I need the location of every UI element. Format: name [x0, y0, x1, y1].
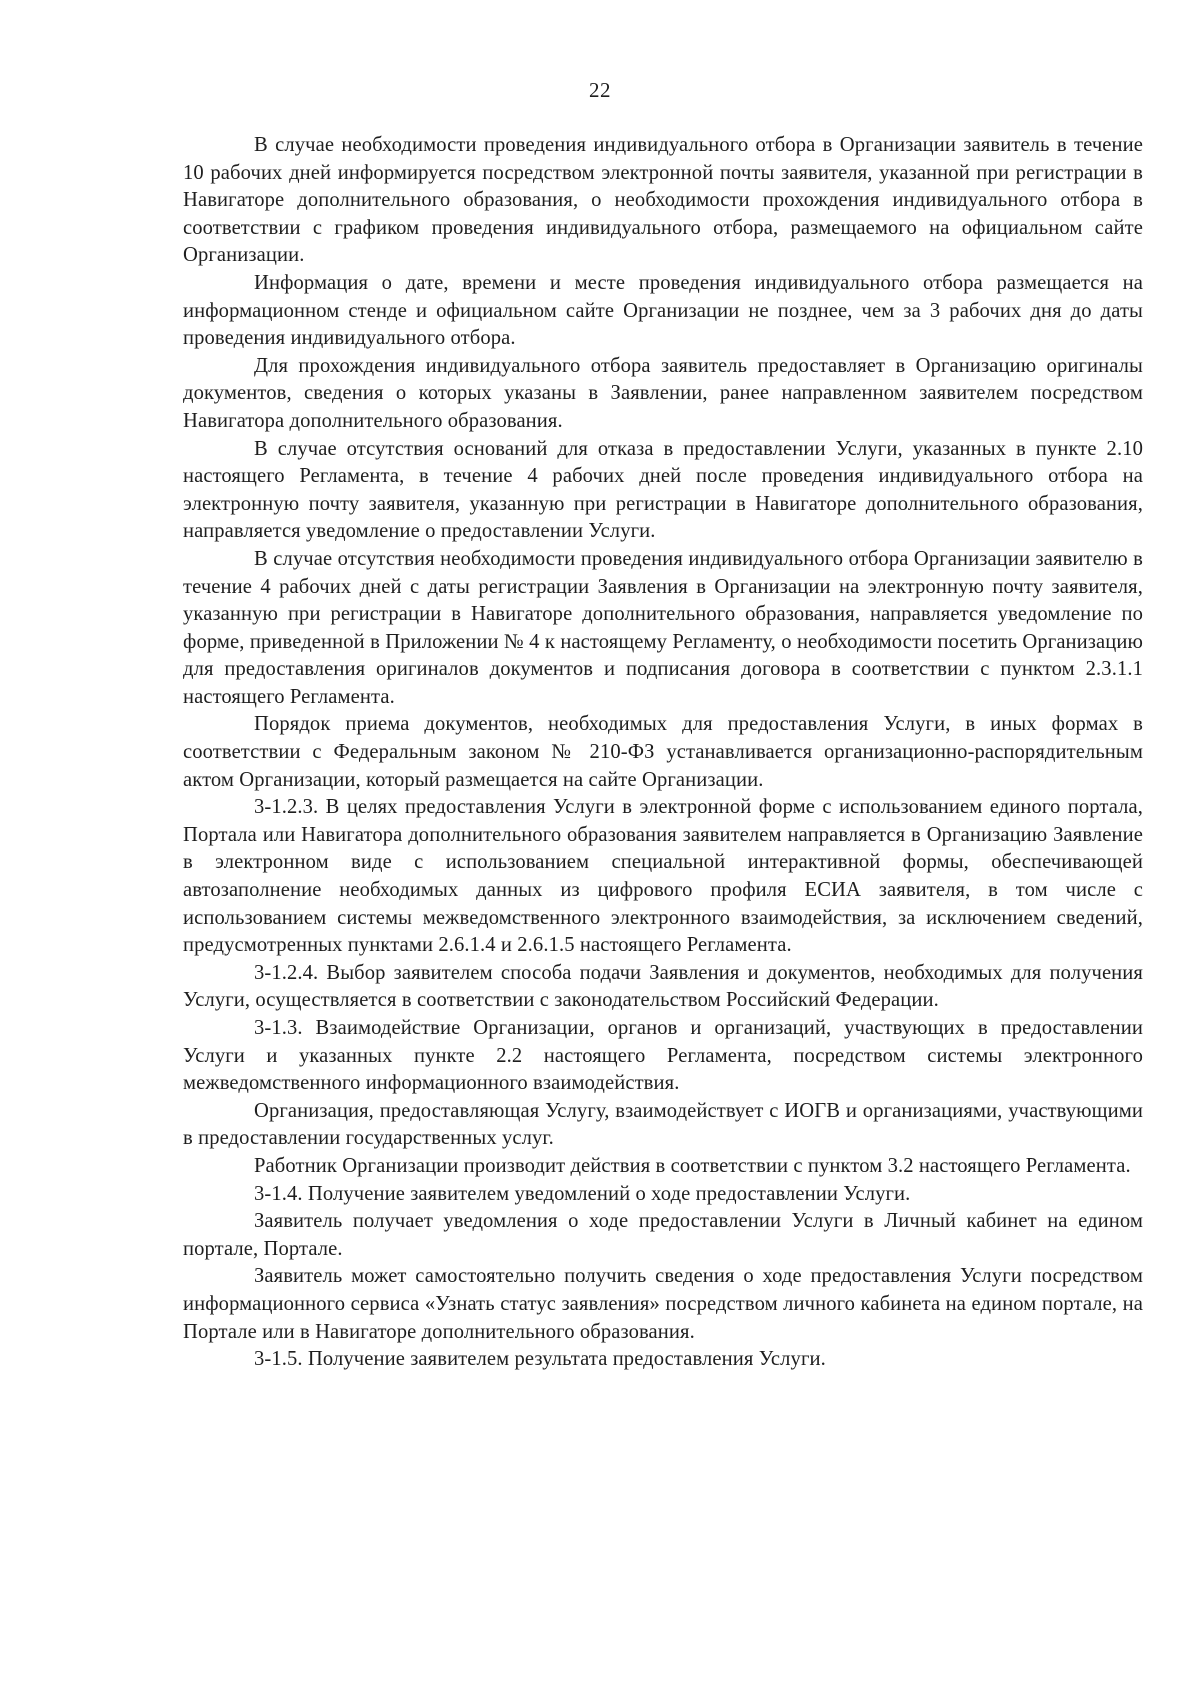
- paragraph-no-selection-needed: В случае отсутствия необходимости проведения индивидуального отбора Организации заявителю в течение 4 рабочих дней с даты регистрации Заявления в Организации на электронную почту заявителя, указанную при регистрации в Навигаторе дополнительного образования, направляется уведомление по форме, приведенной в Приложении № 4 к настоящему Регламенту, о необходимости посетить Организацию для предоставления оригиналов документов и подписания договора в соответствии с пунктом 2.3.1.1 настоящего Регламента.: [183, 547, 1143, 708]
- paragraph-other-forms: Порядок приема документов, необходимых для предоставления Услуги, в иных формах в соответствии с Федеральным законом № 210-ФЗ устанавливается организационно-распорядительным актом Организации, который размещается на сайте Организации.: [183, 713, 1143, 791]
- paragraph-status-service: Заявитель может самостоятельно получить сведения о ходе предоставления Услуги посредством информационного сервиса «Узнать статус заявления» посредством личного кабинета на едином портале, на Портале или в Навигаторе дополнительного образования.: [183, 1265, 1143, 1343]
- paragraph-individual-selection: В случае необходимости проведения индивидуального отбора в Организации заявитель в течение 10 рабочих дней информируется посредством электронной почты заявителя, указанной при регистрации в Навигаторе дополнительного образования, о необходимости прохождения индивидуального отбора в соответствии с графиком проведения индивидуального отбора, размещаемого на официальном сайте Организации.: [183, 134, 1143, 267]
- paragraph-original-documents: Для прохождения индивидуального отбора заявитель предоставляет в Организацию оригиналы документов, сведения о которых указаны в Заявлении, ранее направленном заявителем посредством Навигатора дополнительного образования.: [183, 354, 1143, 432]
- paragraph-3-1-2-4: 3-1.2.4. Выбор заявителем способа подачи Заявления и документов, необходимых для получения Услуги, осуществляется в соответствии с законодательством Российский Федерации.: [183, 961, 1143, 1012]
- paragraph-3-1-3: 3-1.3. Взаимодействие Организации, органов и организаций, участвующих в предоставлении Услуги и указанных пункте 2.2 настоящего Регламента, посредством системы электронного межведомственного информационного взаимодействия.: [183, 1017, 1143, 1095]
- paragraph-3-1-4: 3-1.4. Получение заявителем уведомлений о ходе предоставлении Услуги.: [254, 1182, 911, 1205]
- paragraph-3-1-2-3: 3-1.2.3. В целях предоставления Услуги в электронной форме с использованием единого портала, Портала или Навигатора дополнительного образования заявителем направляется в Организацию Заявление в электронном виде с использованием специальной интерактивной формы, обеспечивающей автозаполнение необходимых данных из цифрового профиля ЕСИА заявителя, в том числе с использованием системы межведомственного электронного взаимодействия, за исключением сведений, предусмотренных пунктами 2.6.1.4 и 2.6.1.5 настоящего Регламента.: [183, 796, 1143, 957]
- paragraph-employee-actions: Работник Организации производит действия в соответствии с пунктом 3.2 настоящего Регламента.: [254, 1154, 1131, 1177]
- paragraph-no-refusal-grounds: В случае отсутствия оснований для отказа в предоставлении Услуги, указанных в пункте 2.10 настоящего Регламента, в течение 4 рабочих дней после проведения индивидуального отбора на электронную почту заявителя, указанную при регистрации в Навигаторе дополнительного образования, направляется уведомление о предоставлении Услуги.: [183, 437, 1143, 543]
- page-number: 22: [589, 78, 611, 102]
- paragraph-interaction-iogv: Организация, предоставляющая Услугу, взаимодействует с ИОГВ и организациями, участвующими в предоставлении государственных услуг.: [183, 1099, 1143, 1150]
- paragraph-3-1-5: 3-1.5. Получение заявителем результата предоставления Услуги.: [254, 1348, 826, 1371]
- paragraph-personal-account: Заявитель получает уведомления о ходе предоставлении Услуги в Личный кабинет на едином портале, Портале.: [183, 1210, 1143, 1260]
- paragraph-selection-info: Информация о дате, времени и месте проведения индивидуального отбора размещается на информационном стенде и официальном сайте Организации не позднее, чем за 3 рабочих дня до даты проведения индивидуального отбора.: [183, 271, 1143, 350]
- document-body: [183, 132, 1143, 1374]
